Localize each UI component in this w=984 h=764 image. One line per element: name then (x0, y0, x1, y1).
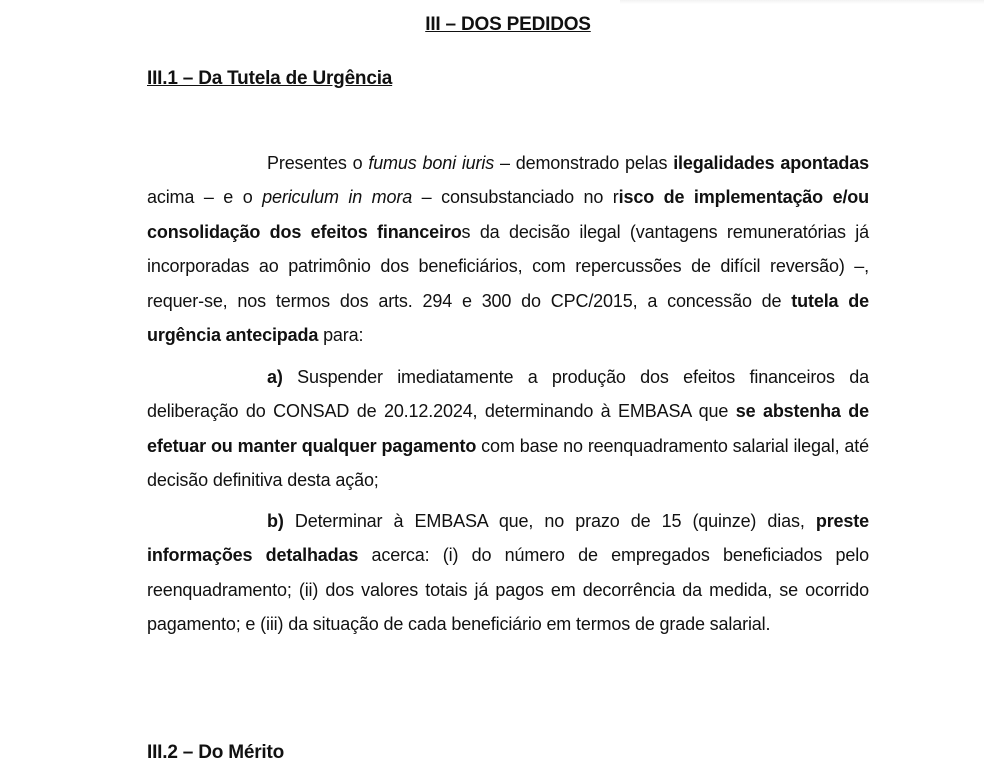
text-run: Determinar à EMBASA que, no prazo de 15 (quinze) dias, (283, 511, 816, 531)
text-run: com base no reenquadramento salarial ilegal, até decisão definitiva desta ação; (147, 435, 869, 491)
bold-emphasis: se abstenha de efetuar ou manter qualquer pagamento (147, 401, 869, 456)
italic-term: periculum in mora (262, 187, 413, 208)
window-edge-shadow (620, 0, 984, 4)
request-item-a (147, 360, 869, 498)
text-run: s da decisão ilegal (vantagens remuneratórias já incorporadas ao patrimônio dos beneficiários, com repercussões de difícil reversão) –, requer-se, nos termos dos arts. 294 e 300 do CPC/2015, a concessão de (147, 221, 869, 311)
italic-term: fumus boni iuris (368, 153, 495, 173)
text-run: – consubstanciado no r (412, 187, 619, 208)
bold-emphasis: tutela de urgência antecipada (147, 290, 869, 346)
item-label: a) (267, 367, 283, 387)
text-run: Suspender imediatamente a produção dos efeitos financeiros da deliberação do CONSAD de 20.12.2024, determinando à EMBASA que (147, 367, 869, 422)
text-run: acerca: (i) do número de empregados beneficiados pelo reenquadramento; (ii) dos valores totais já pagos em decorrência da medida, se ocorrido pagamento; e (iii) da situação de cada beneficiário em termos de grade salarial. (147, 545, 869, 635)
text-run: – demonstrado pelas (494, 153, 674, 173)
text-run: acima – e o (147, 187, 263, 208)
text-run: Presentes o (267, 153, 369, 173)
bold-emphasis: preste informações detalhadas (147, 511, 869, 566)
subsection-heading-merito: III.2 – Do Mérito (147, 742, 285, 763)
paragraph-tutela-intro (147, 146, 869, 352)
request-item-b (147, 504, 869, 642)
bold-emphasis: isco de implementação e/ou consolidação dos efeitos financeiro (147, 187, 869, 242)
bold-emphasis: ilegalidades apontadas (673, 153, 870, 173)
text-run: para: (318, 325, 364, 346)
section-title: III – DOS PEDIDOS (425, 14, 591, 35)
subsection-heading-tutela: III.1 – Da Tutela de Urgência (147, 68, 393, 89)
item-label: b) (267, 511, 284, 531)
